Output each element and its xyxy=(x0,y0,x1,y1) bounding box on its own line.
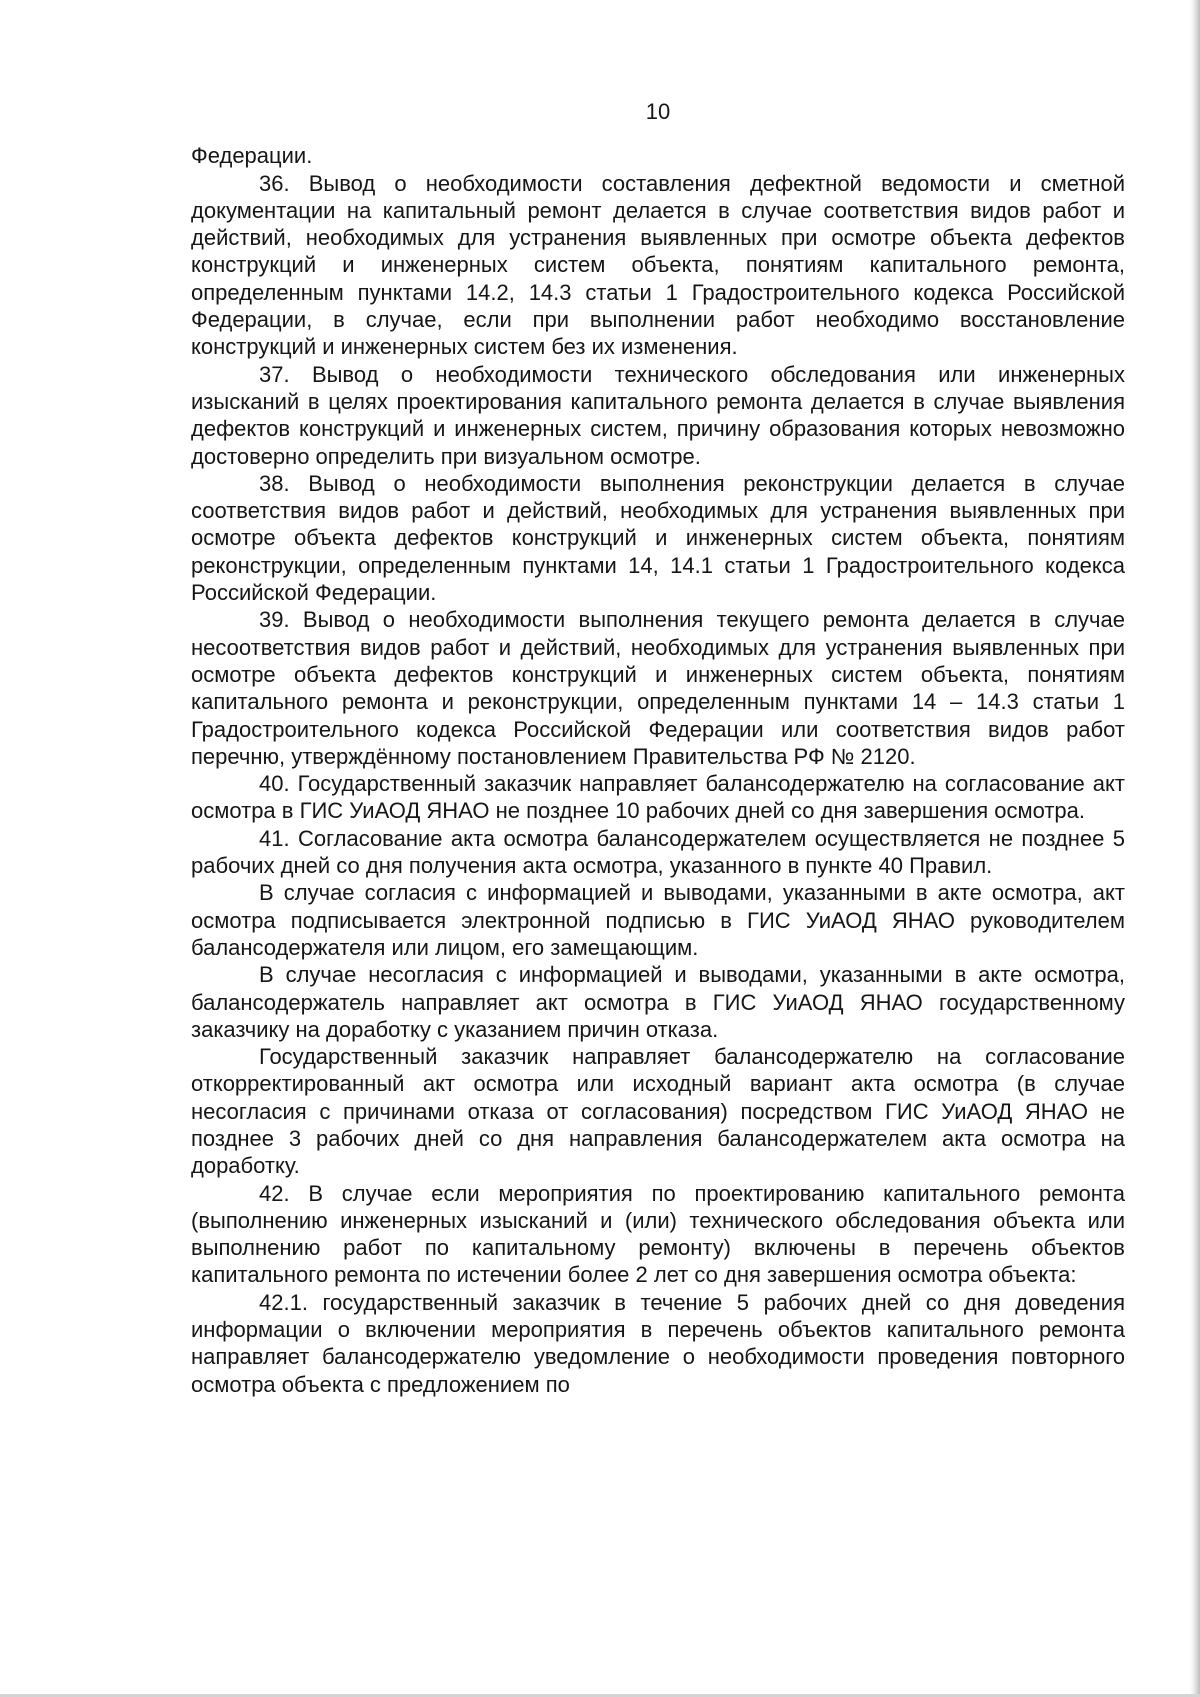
page-number: 10 xyxy=(645,99,671,124)
paragraph-42: 42. В случае если мероприятия по проектированию капитального ремонта (выполнению инженерных изысканий и (или) технического обследования объекта или выполнению работ по капитальному ремонту) включены в перечень объектов капитального ремонта по истечении более 2 лет со дня завершения осмотра объекта: xyxy=(191,1180,1125,1288)
paragraph-40: 40. Государственный заказчик направляет балансодержателю на согласование акт осмотра в ГИС УиАОД ЯНАО не позднее 10 рабочих дней со дня завершения осмотра. xyxy=(191,771,1125,824)
paragraph-41-resubmission: Государственный заказчик направляет балансодержателю на согласование откорректированный акт осмотра или исходный вариант акта осмотра (в случае несогласия с причинами отказа от согласования) посредством ГИС УиАОД ЯНАО не позднее 3 рабочих дней со дня направления балансодержателем акта осмотра на доработку. xyxy=(191,1044,1125,1179)
document-page xyxy=(191,98,1125,1398)
paragraph-42-1: 42.1. государственный заказчик в течение 5 рабочих дней со дня доведения информации о включении мероприятия в перечень объектов капитального ремонта направляет балансодержателю уведомление о необходимости проведения повторного осмотра объекта с предложением по xyxy=(191,1289,1125,1397)
paragraph-36: 36. Вывод о необходимости составления дефектной ведомости и сметной документации на капитальный ремонт делается в случае соответствия видов работ и действий, необходимых для устранения выявленных при осмотре объекта дефектов конструкций и инженерных систем объекта, понятиям капитального ремонта, определенным пунктами 14.2, 14.3 статьи 1 Градостроительного кодекса Российской Федерации, в случае, если при выполнении работ необходимо восстановление конструкций и инженерных систем без их изменения. xyxy=(191,170,1125,360)
paragraph-41-consent: В случае согласия с информацией и выводами, указанными в акте осмотра, акт осмотра подписывается электронной подписью в ГИС УиАОД ЯНАО руководителем балансодержателя или лицом, его замещающим. xyxy=(191,880,1125,960)
paragraph-39: 39. Вывод о необходимости выполнения текущего ремонта делается в случае несоответствия видов работ и действий, необходимых для устранения выявленных при осмотре объекта дефектов конструкций и инженерных систем объекта, понятиям капитального ремонта и реконструкции, определенным пунктами 14 – 14.3 статьи 1 Градостроительного кодекса Российской Федерации или соответствия видов работ перечню, утверждённому постановлением Правительства РФ № 2120. xyxy=(191,607,1125,769)
paragraph-41: 41. Согласование акта осмотра балансодержателем осуществляется не позднее 5 рабочих дней со дня получения акта осмотра, указанного в пункте 40 Правил. xyxy=(191,825,1125,879)
paragraph-41-disagreement: В случае несогласия с информацией и выводами, указанными в акте осмотра, балансодержатель направляет акт осмотра в ГИС УиАОД ЯНАО государственному заказчику на доработку с указанием причин отказа. xyxy=(191,962,1125,1042)
page-edge-shadow xyxy=(1190,0,1200,1697)
paragraph-continuation: Федерации. xyxy=(191,143,313,169)
paragraph-38: 38. Вывод о необходимости выполнения реконструкции делается в случае соответствия видов работ и действий, необходимых для устранения выявленных при осмотре объекта дефектов конструкций и инженерных систем объекта, понятиям реконструкции, определенным пунктами 14, 14.1 статьи 1 Градостроительного кодекса Российской Федерации. xyxy=(191,470,1125,606)
paragraph-37: 37. Вывод о необходимости технического обследования или инженерных изысканий в целях проектирования капитального ремонта делается в случае выявления дефектов конструкций и инженерных систем, причину образования которых невозможно достоверно определить при визуальном осмотре. xyxy=(191,361,1125,469)
